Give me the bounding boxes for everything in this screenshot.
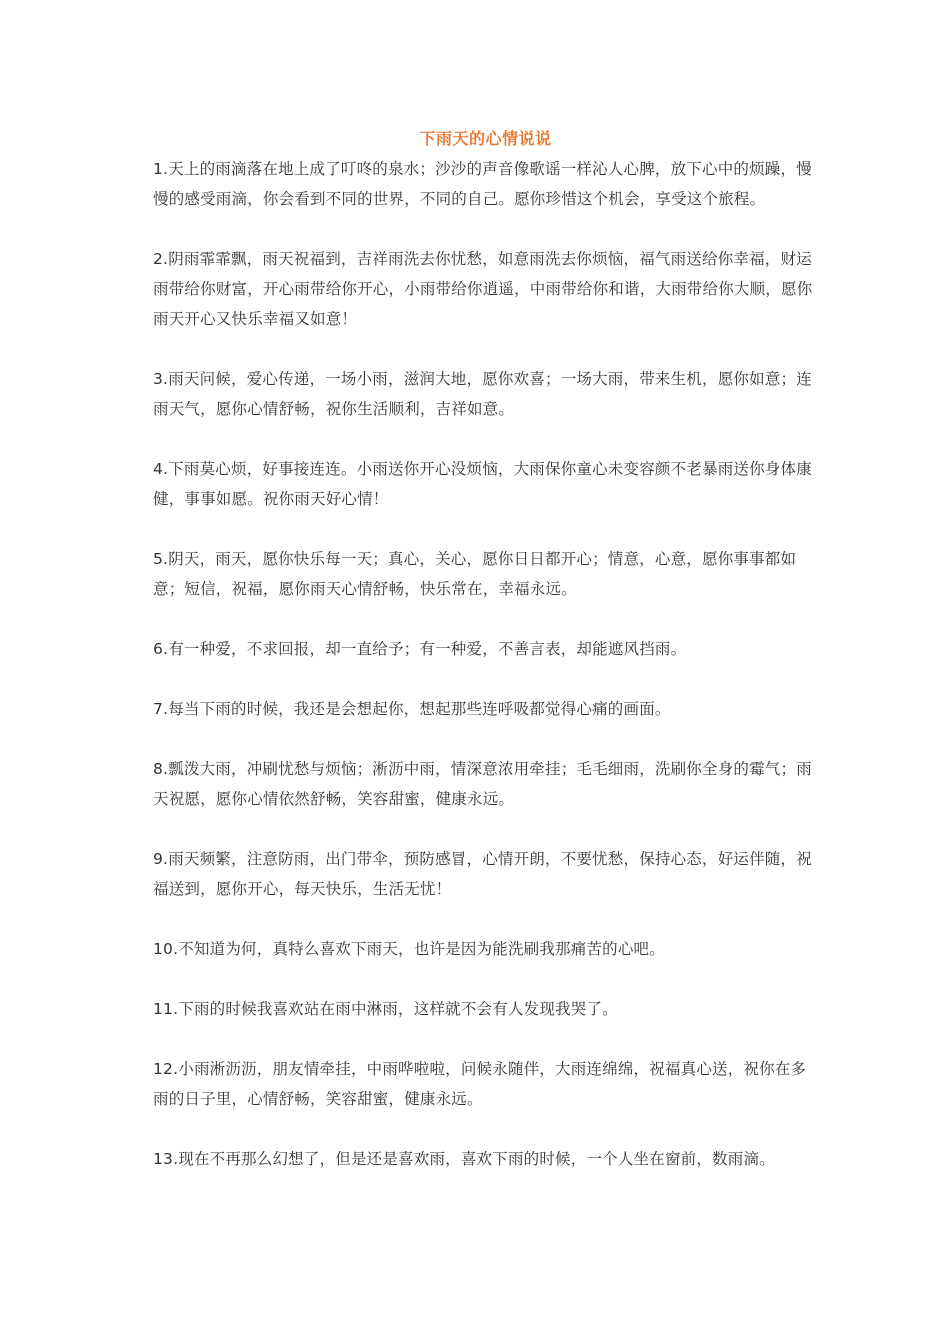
document-page	[153, 128, 818, 1204]
paragraph-12: 12.小雨淅沥沥，朋友情牵挂，中雨哗啦啦，问候永随伴，大雨连绵绵，祝福真心送，祝你在多雨的日子里，心情舒畅，笑容甜蜜，健康永远。	[153, 1060, 807, 1108]
paragraph-2: 2.阴雨霏霏飘，雨天祝福到，吉祥雨洗去你忧愁，如意雨洗去你烦恼，福气雨送给你幸福，财运雨带给你财富，开心雨带给你开心，小雨带给你逍遥，中雨带给你和谐，大雨带给你大顺，愿你雨天开心又快乐幸福又如意！	[153, 250, 813, 328]
paragraph-10: 10.不知道为何，真特么喜欢下雨天，也许是因为能洗刷我那痛苦的心吧。	[153, 940, 665, 958]
paragraph-9: 9.雨天频繁，注意防雨，出门带伞，预防感冒，心情开朗，不要忧愁，保持心态，好运伴随，祝福送到，愿你开心，每天快乐，生活无忧！	[153, 850, 812, 898]
paragraph-13: 13.现在不再那么幻想了，但是还是喜欢雨，喜欢下雨的时候，一个人坐在窗前，数雨滴。	[153, 1150, 775, 1168]
paragraph-4: 4.下雨莫心烦，好事接连连。小雨送你开心没烦恼，大雨保你童心未变容颜不老暴雨送你身体康健，事事如愿。祝你雨天好心情！	[153, 460, 812, 508]
paragraph-7: 7.每当下雨的时候，我还是会想起你，想起那些连呼吸都觉得心痛的画面。	[153, 700, 671, 718]
paragraph-11: 11.下雨的时候我喜欢站在雨中淋雨，这样就不会有人发现我哭了。	[153, 1000, 618, 1018]
paragraph-3: 3.雨天问候，爱心传递，一场小雨，滋润大地，愿你欢喜；一场大雨，带来生机，愿你如意；连雨天气，愿你心情舒畅，祝你生活顺利，吉祥如意。	[153, 370, 812, 418]
paragraph-8: 8.瓢泼大雨，冲刷忧愁与烦恼；淅沥中雨，情深意浓用牵挂；毛毛细雨，洗刷你全身的霉气；雨天祝愿，愿你心情依然舒畅，笑容甜蜜，健康永远。	[153, 760, 812, 808]
paragraph-5: 5.阴天，雨天，愿你快乐每一天；真心，关心，愿你日日都开心；情意，心意，愿你事事都如意；短信，祝福，愿你雨天心情舒畅，快乐常在，幸福永远。	[153, 550, 797, 598]
paragraph-1: 1.天上的雨滴落在地上成了叮咚的泉水；沙沙的声音像歌谣一样沁人心脾，放下心中的烦躁，慢慢的感受雨滴，你会看到不同的世界，不同的自己。愿你珍惜这个机会，享受这个旅程。	[153, 160, 812, 208]
document-title: 下雨天的心情说说	[419, 129, 552, 148]
paragraph-6: 6.有一种爱，不求回报，却一直给予；有一种爱，不善言表，却能遮风挡雨。	[153, 640, 687, 658]
